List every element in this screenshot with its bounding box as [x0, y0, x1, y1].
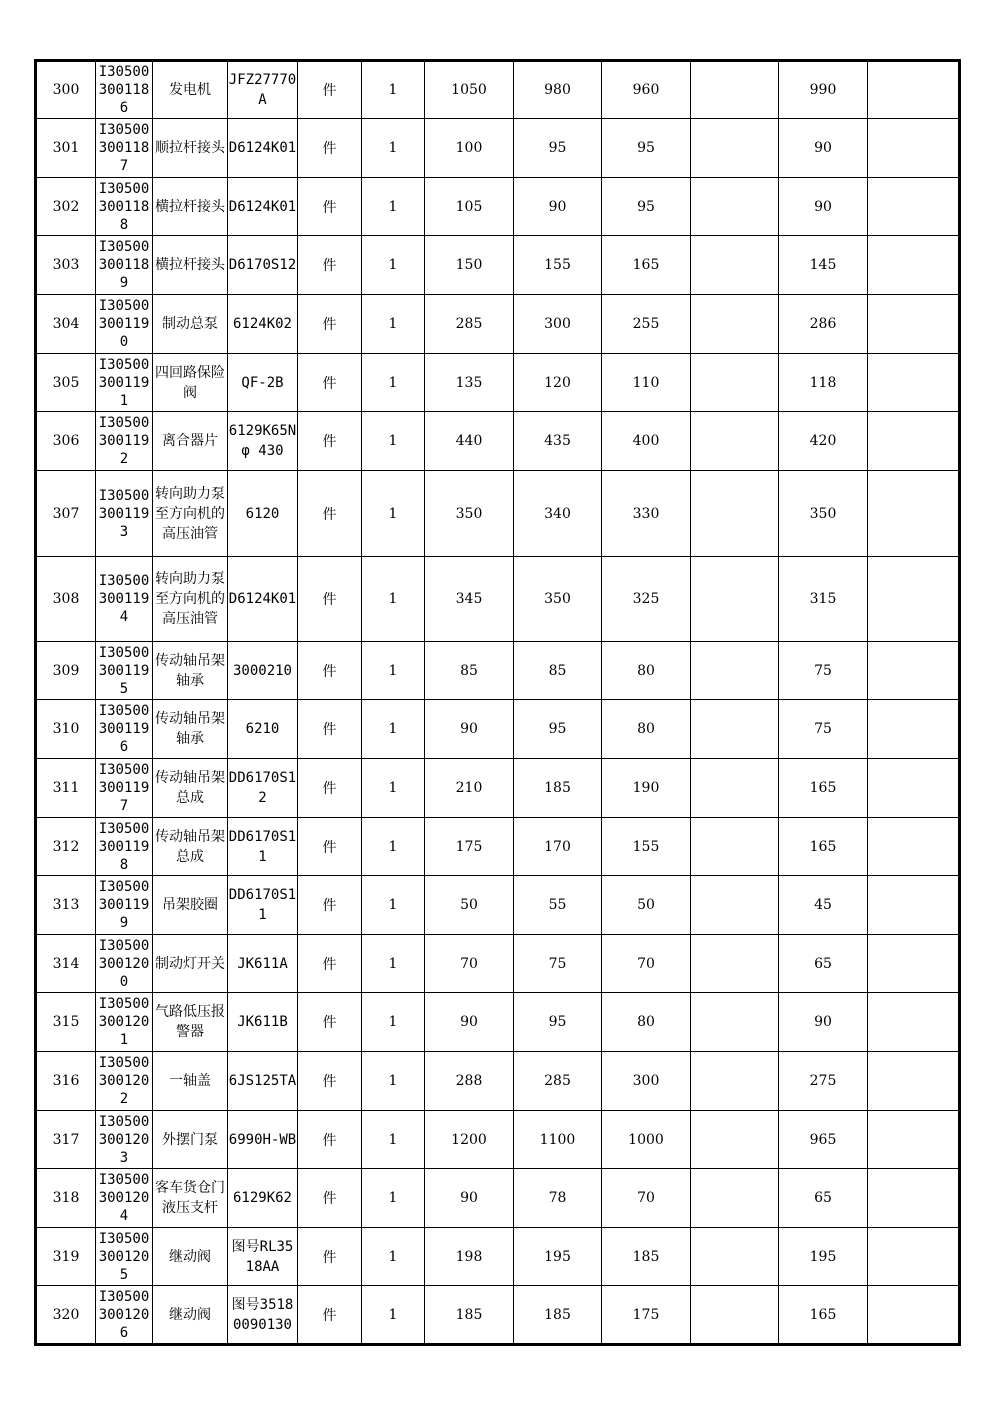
item-quantity-cell: 1 [362, 1111, 425, 1169]
item-model-cell: 3000210 [228, 642, 298, 700]
item-code-cell: I305003001197 [96, 759, 153, 818]
price-3-cell: 70 [602, 935, 691, 993]
item-model-cell: JK611A [228, 935, 298, 993]
row-number-cell: 303 [36, 236, 96, 295]
price-3-cell: 330 [602, 471, 691, 557]
remark-cell [868, 354, 960, 412]
item-model-cell: D6124K01 [228, 557, 298, 642]
row-number-cell: 311 [36, 759, 96, 818]
table-row [36, 557, 960, 642]
price-2-cell: 95 [514, 700, 602, 759]
item-model-cell: JK611B [228, 993, 298, 1052]
price-5-cell: 990 [779, 61, 868, 119]
row-number-cell: 318 [36, 1169, 96, 1228]
table-row [36, 1052, 960, 1111]
price-2-cell: 185 [514, 1286, 602, 1345]
item-quantity-cell: 1 [362, 1286, 425, 1345]
row-number-cell: 314 [36, 935, 96, 993]
row-number-cell: 304 [36, 295, 96, 354]
row-number-cell: 300 [36, 61, 96, 119]
item-code-cell: I305003001186 [96, 61, 153, 119]
price-5-cell: 275 [779, 1052, 868, 1111]
item-name-cell: 吊架胶圈 [153, 876, 228, 935]
table-row [36, 818, 960, 876]
item-name-cell: 传动轴吊架轴承 [153, 642, 228, 700]
row-number-cell: 315 [36, 993, 96, 1052]
remark-cell [868, 1052, 960, 1111]
remark-cell [868, 935, 960, 993]
table-row [36, 471, 960, 557]
price-4-cell [691, 876, 779, 935]
table-row [36, 119, 960, 178]
table-row [36, 61, 960, 119]
item-name-cell: 气路低压报警器 [153, 993, 228, 1052]
item-quantity-cell: 1 [362, 178, 425, 236]
price-5-cell: 90 [779, 993, 868, 1052]
remark-cell [868, 119, 960, 178]
row-number-cell: 319 [36, 1228, 96, 1286]
price-5-cell: 965 [779, 1111, 868, 1169]
price-1-cell: 1200 [425, 1111, 514, 1169]
row-number-cell: 317 [36, 1111, 96, 1169]
price-3-cell: 400 [602, 412, 691, 471]
item-quantity-cell: 1 [362, 818, 425, 876]
item-name-cell: 传动轴吊架总成 [153, 818, 228, 876]
price-4-cell [691, 700, 779, 759]
price-1-cell: 350 [425, 471, 514, 557]
item-model-cell: DD6170S12 [228, 759, 298, 818]
item-quantity-cell: 1 [362, 1169, 425, 1228]
item-model-cell: 6124K02 [228, 295, 298, 354]
table-row [36, 236, 960, 295]
remark-cell [868, 295, 960, 354]
price-5-cell: 195 [779, 1228, 868, 1286]
item-quantity-cell: 1 [362, 1228, 425, 1286]
price-5-cell: 165 [779, 1286, 868, 1345]
price-4-cell [691, 557, 779, 642]
item-model-cell: 图号RL3518AA [228, 1228, 298, 1286]
price-3-cell: 50 [602, 876, 691, 935]
price-3-cell: 95 [602, 178, 691, 236]
remark-cell [868, 61, 960, 119]
price-2-cell: 90 [514, 178, 602, 236]
price-1-cell: 135 [425, 354, 514, 412]
price-1-cell: 150 [425, 236, 514, 295]
item-code-cell: I305003001194 [96, 557, 153, 642]
price-4-cell [691, 935, 779, 993]
price-2-cell: 170 [514, 818, 602, 876]
item-model-cell: 6JS125TA [228, 1052, 298, 1111]
price-5-cell: 350 [779, 471, 868, 557]
price-1-cell: 198 [425, 1228, 514, 1286]
item-quantity-cell: 1 [362, 412, 425, 471]
price-4-cell [691, 1286, 779, 1345]
parts-price-table [34, 59, 961, 1346]
price-3-cell: 165 [602, 236, 691, 295]
price-3-cell: 190 [602, 759, 691, 818]
price-4-cell [691, 1228, 779, 1286]
price-3-cell: 185 [602, 1228, 691, 1286]
table-row [36, 178, 960, 236]
item-code-cell: I305003001199 [96, 876, 153, 935]
item-unit-cell: 件 [298, 642, 362, 700]
item-quantity-cell: 1 [362, 119, 425, 178]
price-5-cell: 118 [779, 354, 868, 412]
item-code-cell: I305003001193 [96, 471, 153, 557]
item-name-cell: 外摆门泵 [153, 1111, 228, 1169]
price-1-cell: 210 [425, 759, 514, 818]
price-5-cell: 286 [779, 295, 868, 354]
row-number-cell: 302 [36, 178, 96, 236]
price-1-cell: 90 [425, 993, 514, 1052]
price-4-cell [691, 1052, 779, 1111]
price-2-cell: 185 [514, 759, 602, 818]
remark-cell [868, 759, 960, 818]
remark-cell [868, 993, 960, 1052]
price-4-cell [691, 178, 779, 236]
remark-cell [868, 1111, 960, 1169]
remark-cell [868, 1169, 960, 1228]
item-name-cell: 继动阀 [153, 1228, 228, 1286]
price-2-cell: 55 [514, 876, 602, 935]
item-model-cell: 图号35180090130 [228, 1286, 298, 1345]
row-number-cell: 301 [36, 119, 96, 178]
item-name-cell: 转向助力泵至方向机的高压油管 [153, 471, 228, 557]
price-3-cell: 70 [602, 1169, 691, 1228]
row-number-cell: 316 [36, 1052, 96, 1111]
price-2-cell: 120 [514, 354, 602, 412]
row-number-cell: 313 [36, 876, 96, 935]
price-1-cell: 288 [425, 1052, 514, 1111]
remark-cell [868, 412, 960, 471]
item-unit-cell: 件 [298, 412, 362, 471]
remark-cell [868, 818, 960, 876]
item-name-cell: 转向助力泵至方向机的高压油管 [153, 557, 228, 642]
price-1-cell: 50 [425, 876, 514, 935]
item-unit-cell: 件 [298, 935, 362, 993]
price-4-cell [691, 1169, 779, 1228]
price-1-cell: 175 [425, 818, 514, 876]
row-number-cell: 312 [36, 818, 96, 876]
price-5-cell: 90 [779, 178, 868, 236]
table-row [36, 1111, 960, 1169]
price-5-cell: 75 [779, 642, 868, 700]
price-5-cell: 165 [779, 818, 868, 876]
table-row [36, 759, 960, 818]
table-row [36, 1286, 960, 1345]
price-4-cell [691, 642, 779, 700]
row-number-cell: 305 [36, 354, 96, 412]
price-2-cell: 95 [514, 993, 602, 1052]
price-4-cell [691, 759, 779, 818]
price-3-cell: 325 [602, 557, 691, 642]
item-quantity-cell: 1 [362, 935, 425, 993]
price-4-cell [691, 412, 779, 471]
item-model-cell: QF-2B [228, 354, 298, 412]
table-row [36, 412, 960, 471]
price-3-cell: 80 [602, 642, 691, 700]
price-5-cell: 165 [779, 759, 868, 818]
price-2-cell: 350 [514, 557, 602, 642]
item-code-cell: I305003001205 [96, 1228, 153, 1286]
remark-cell [868, 178, 960, 236]
price-2-cell: 155 [514, 236, 602, 295]
price-2-cell: 95 [514, 119, 602, 178]
item-model-cell: 6129K62 [228, 1169, 298, 1228]
item-unit-cell: 件 [298, 876, 362, 935]
price-1-cell: 1050 [425, 61, 514, 119]
item-quantity-cell: 1 [362, 1052, 425, 1111]
price-4-cell [691, 236, 779, 295]
price-2-cell: 78 [514, 1169, 602, 1228]
item-code-cell: I305003001196 [96, 700, 153, 759]
price-2-cell: 195 [514, 1228, 602, 1286]
item-model-cell: D6124K01 [228, 178, 298, 236]
price-2-cell: 340 [514, 471, 602, 557]
item-code-cell: I305003001188 [96, 178, 153, 236]
price-1-cell: 105 [425, 178, 514, 236]
item-quantity-cell: 1 [362, 642, 425, 700]
table-row [36, 876, 960, 935]
price-1-cell: 85 [425, 642, 514, 700]
price-4-cell [691, 471, 779, 557]
price-3-cell: 1000 [602, 1111, 691, 1169]
item-name-cell: 一轴盖 [153, 1052, 228, 1111]
row-number-cell: 309 [36, 642, 96, 700]
remark-cell [868, 236, 960, 295]
price-5-cell: 145 [779, 236, 868, 295]
item-name-cell: 制动总泵 [153, 295, 228, 354]
item-code-cell: I305003001192 [96, 412, 153, 471]
item-model-cell: DD6170S11 [228, 876, 298, 935]
item-quantity-cell: 1 [362, 993, 425, 1052]
table-row [36, 642, 960, 700]
item-code-cell: I305003001202 [96, 1052, 153, 1111]
price-3-cell: 110 [602, 354, 691, 412]
price-4-cell [691, 354, 779, 412]
item-unit-cell: 件 [298, 119, 362, 178]
item-unit-cell: 件 [298, 471, 362, 557]
price-4-cell [691, 119, 779, 178]
remark-cell [868, 876, 960, 935]
item-unit-cell: 件 [298, 557, 362, 642]
row-number-cell: 308 [36, 557, 96, 642]
price-1-cell: 440 [425, 412, 514, 471]
table-row [36, 993, 960, 1052]
table-row [36, 1169, 960, 1228]
item-unit-cell: 件 [298, 61, 362, 119]
table-row [36, 354, 960, 412]
item-quantity-cell: 1 [362, 236, 425, 295]
item-code-cell: I305003001195 [96, 642, 153, 700]
price-3-cell: 155 [602, 818, 691, 876]
item-model-cell: DD6170S11 [228, 818, 298, 876]
item-code-cell: I305003001203 [96, 1111, 153, 1169]
price-4-cell [691, 818, 779, 876]
price-3-cell: 80 [602, 700, 691, 759]
item-unit-cell: 件 [298, 1052, 362, 1111]
remark-cell [868, 557, 960, 642]
item-name-cell: 客车货仓门液压支杆 [153, 1169, 228, 1228]
item-quantity-cell: 1 [362, 61, 425, 119]
price-2-cell: 285 [514, 1052, 602, 1111]
remark-cell [868, 1228, 960, 1286]
item-unit-cell: 件 [298, 236, 362, 295]
item-quantity-cell: 1 [362, 295, 425, 354]
remark-cell [868, 700, 960, 759]
remark-cell [868, 1286, 960, 1345]
item-name-cell: 传动轴吊架总成 [153, 759, 228, 818]
item-name-cell: 横拉杆接头 [153, 178, 228, 236]
item-name-cell: 四回路保险阀 [153, 354, 228, 412]
item-code-cell: I305003001206 [96, 1286, 153, 1345]
table-row [36, 295, 960, 354]
item-name-cell: 继动阀 [153, 1286, 228, 1345]
item-model-cell: 6129K65Nφ 430 [228, 412, 298, 471]
item-name-cell: 横拉杆接头 [153, 236, 228, 295]
table-row [36, 1228, 960, 1286]
item-quantity-cell: 1 [362, 471, 425, 557]
item-code-cell: I305003001189 [96, 236, 153, 295]
price-1-cell: 90 [425, 700, 514, 759]
price-5-cell: 90 [779, 119, 868, 178]
item-unit-cell: 件 [298, 1111, 362, 1169]
price-1-cell: 70 [425, 935, 514, 993]
item-name-cell: 发电机 [153, 61, 228, 119]
row-number-cell: 306 [36, 412, 96, 471]
item-quantity-cell: 1 [362, 876, 425, 935]
item-code-cell: I305003001204 [96, 1169, 153, 1228]
item-unit-cell: 件 [298, 178, 362, 236]
item-name-cell: 制动灯开关 [153, 935, 228, 993]
item-quantity-cell: 1 [362, 759, 425, 818]
table-row [36, 700, 960, 759]
price-2-cell: 1100 [514, 1111, 602, 1169]
item-model-cell: 6120 [228, 471, 298, 557]
price-1-cell: 90 [425, 1169, 514, 1228]
item-code-cell: I305003001191 [96, 354, 153, 412]
item-code-cell: I305003001187 [96, 119, 153, 178]
item-unit-cell: 件 [298, 818, 362, 876]
item-code-cell: I305003001200 [96, 935, 153, 993]
item-unit-cell: 件 [298, 295, 362, 354]
price-2-cell: 85 [514, 642, 602, 700]
item-model-cell: 6210 [228, 700, 298, 759]
item-unit-cell: 件 [298, 993, 362, 1052]
item-quantity-cell: 1 [362, 557, 425, 642]
price-4-cell [691, 1111, 779, 1169]
item-unit-cell: 件 [298, 1228, 362, 1286]
price-5-cell: 65 [779, 935, 868, 993]
item-quantity-cell: 1 [362, 354, 425, 412]
item-code-cell: I305003001198 [96, 818, 153, 876]
price-4-cell [691, 295, 779, 354]
item-name-cell: 顺拉杆接头 [153, 119, 228, 178]
price-5-cell: 315 [779, 557, 868, 642]
item-model-cell: D6124K01 [228, 119, 298, 178]
price-3-cell: 300 [602, 1052, 691, 1111]
price-4-cell [691, 993, 779, 1052]
price-5-cell: 45 [779, 876, 868, 935]
item-code-cell: I305003001190 [96, 295, 153, 354]
price-1-cell: 100 [425, 119, 514, 178]
price-1-cell: 345 [425, 557, 514, 642]
row-number-cell: 307 [36, 471, 96, 557]
price-3-cell: 95 [602, 119, 691, 178]
item-unit-cell: 件 [298, 354, 362, 412]
table-row [36, 935, 960, 993]
item-quantity-cell: 1 [362, 700, 425, 759]
price-4-cell [691, 61, 779, 119]
price-3-cell: 175 [602, 1286, 691, 1345]
price-5-cell: 75 [779, 700, 868, 759]
price-2-cell: 435 [514, 412, 602, 471]
item-unit-cell: 件 [298, 1286, 362, 1345]
item-code-cell: I305003001201 [96, 993, 153, 1052]
remark-cell [868, 471, 960, 557]
item-unit-cell: 件 [298, 700, 362, 759]
item-name-cell: 离合器片 [153, 412, 228, 471]
item-unit-cell: 件 [298, 759, 362, 818]
price-3-cell: 960 [602, 61, 691, 119]
price-3-cell: 255 [602, 295, 691, 354]
price-1-cell: 185 [425, 1286, 514, 1345]
price-2-cell: 980 [514, 61, 602, 119]
price-5-cell: 65 [779, 1169, 868, 1228]
price-1-cell: 285 [425, 295, 514, 354]
item-model-cell: D6170S12 [228, 236, 298, 295]
remark-cell [868, 642, 960, 700]
price-5-cell: 420 [779, 412, 868, 471]
price-2-cell: 300 [514, 295, 602, 354]
item-name-cell: 传动轴吊架轴承 [153, 700, 228, 759]
price-2-cell: 75 [514, 935, 602, 993]
row-number-cell: 320 [36, 1286, 96, 1345]
item-model-cell: 6990H-WB [228, 1111, 298, 1169]
item-unit-cell: 件 [298, 1169, 362, 1228]
item-model-cell: JFZ27770A [228, 61, 298, 119]
row-number-cell: 310 [36, 700, 96, 759]
table-body [36, 61, 960, 1345]
price-3-cell: 80 [602, 993, 691, 1052]
